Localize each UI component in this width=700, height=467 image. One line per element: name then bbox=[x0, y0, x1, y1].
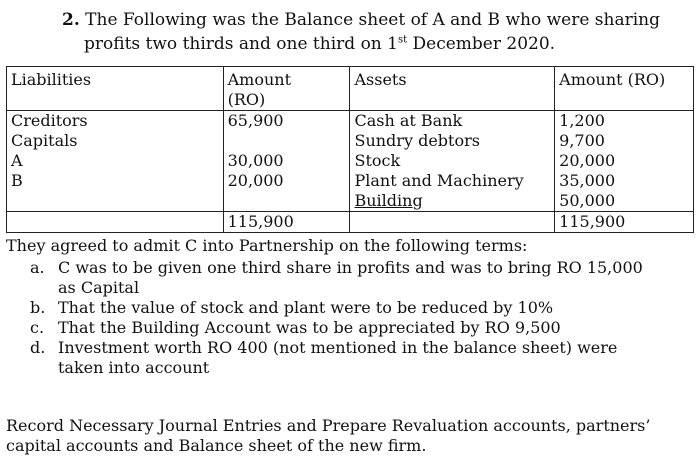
liability-amount-cell: 20,000 bbox=[223, 171, 350, 191]
question-heading bbox=[62, 8, 682, 56]
terms-list bbox=[30, 258, 690, 378]
list-item: a. C was to be given one third share in profits and was to bring RO 15,000 as Capital bbox=[30, 258, 643, 297]
instructions bbox=[6, 416, 696, 456]
total-label-cell bbox=[7, 212, 224, 233]
liability-amount-cell bbox=[223, 191, 350, 212]
asset-amount-cell: 50,000 bbox=[555, 191, 694, 212]
liability-cell: Creditors bbox=[7, 111, 224, 132]
table-row bbox=[7, 151, 694, 171]
liability-cell: A bbox=[7, 151, 224, 171]
liability-amount-cell bbox=[223, 131, 350, 151]
question-line-1: The Following was the Balance sheet of A and B who were sharing bbox=[85, 10, 660, 30]
list-item: c. That the Building Account was to be appreciated by RO 9,500 bbox=[30, 318, 561, 337]
header-liabilities: Liabilities bbox=[7, 67, 224, 111]
liability-amount-cell: 30,000 bbox=[223, 151, 350, 171]
balance-sheet-table bbox=[6, 66, 694, 233]
liability-amount-cell: 65,900 bbox=[223, 111, 350, 132]
total-row bbox=[7, 212, 694, 233]
instructions-line-1: Record Necessary Journal Entries and Prepare Revaluation accounts, partners’ bbox=[6, 416, 651, 435]
liability-cell bbox=[7, 191, 224, 212]
table-header-row bbox=[7, 67, 694, 111]
asset-cell: Building bbox=[350, 191, 555, 212]
total-liabilities: 115,900 bbox=[223, 212, 350, 233]
list-item: b. That the value of stock and plant were to be reduced by 10% bbox=[30, 298, 554, 317]
list-marker: a. bbox=[30, 258, 45, 277]
table-row bbox=[7, 171, 694, 191]
liability-cell: Capitals bbox=[7, 131, 224, 151]
asset-cell: Cash at Bank bbox=[350, 111, 555, 132]
list-marker: b. bbox=[30, 298, 46, 317]
total-spacer-cell bbox=[350, 212, 555, 233]
ordinal-suffix: st bbox=[397, 34, 408, 46]
asset-amount-cell: 20,000 bbox=[555, 151, 694, 171]
header-liability-amount: Amount (RO) bbox=[223, 67, 350, 111]
list-item: d. Investment worth RO 400 (not mentioned in the balance sheet) were taken into account bbox=[30, 338, 618, 377]
asset-amount-cell: 1,200 bbox=[555, 111, 694, 132]
asset-cell: Plant and Machinery bbox=[350, 171, 555, 191]
total-assets: 115,900 bbox=[555, 212, 694, 233]
asset-cell: Sundry debtors bbox=[350, 131, 555, 151]
asset-amount-cell: 35,000 bbox=[555, 171, 694, 191]
instructions-line-2: capital accounts and Balance sheet of the new firm. bbox=[6, 436, 427, 455]
question-line-2: profits two thirds and one third on 1 bbox=[84, 34, 398, 54]
list-marker: c. bbox=[30, 318, 45, 337]
header-asset-amount: Amount (RO) bbox=[555, 67, 694, 111]
table-row bbox=[7, 111, 694, 132]
question-date: December 2020. bbox=[407, 34, 556, 54]
asset-amount-cell: 9,700 bbox=[555, 131, 694, 151]
list-marker: d. bbox=[30, 338, 46, 357]
liability-cell: B bbox=[7, 171, 224, 191]
question-number: 2. bbox=[62, 10, 80, 30]
table-row bbox=[7, 131, 694, 151]
header-assets: Assets bbox=[350, 67, 555, 111]
terms-intro: They agreed to admit C into Partnership on the following terms: bbox=[6, 236, 528, 255]
asset-cell: Stock bbox=[350, 151, 555, 171]
table-row bbox=[7, 191, 694, 212]
